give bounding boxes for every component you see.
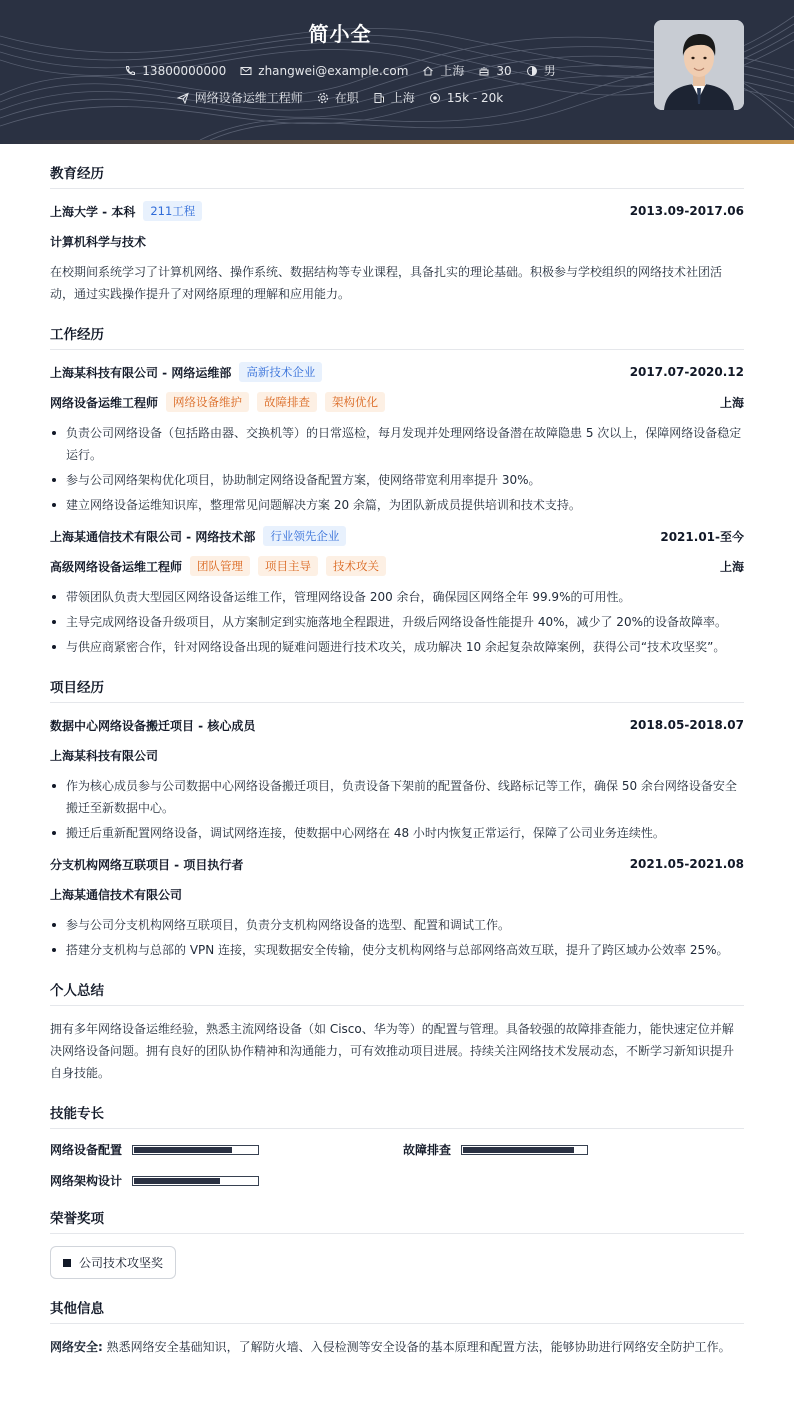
send-icon — [177, 92, 189, 104]
summary-section — [50, 979, 744, 1084]
project-name: 分支机构网络互联项目 - 项目执行者 — [50, 857, 244, 872]
summary-text: 拥有多年网络设备运维经验，熟悉主流网络设备（如 Cisco、华为等）的配置与管理。具备较强的故障排查能力，能快速定位并解决网络设备问题。拥有良好的团队协作精神和沟通能力，可有效推动项目进展。持续关注网络技术发展动态，不断学习新知识提升自身技能。 — [50, 1022, 735, 1080]
project-header-row — [50, 715, 744, 735]
education-period: 2013.09-2017.06 — [629, 204, 744, 218]
mail-icon — [240, 65, 252, 77]
role-tag: 技术攻关 — [326, 556, 386, 576]
building-icon — [373, 92, 385, 104]
header-accent-bar — [0, 140, 794, 144]
section-title: 工作经历 — [50, 323, 744, 350]
school-name: 上海大学 - 本科 — [50, 204, 136, 219]
salary-item — [429, 91, 503, 105]
project-company-row — [50, 884, 744, 904]
work-bullets — [50, 422, 744, 516]
work-item — [50, 526, 744, 658]
work-item — [50, 362, 744, 516]
list-item: 搭建分支机构与总部的 VPN 连接，实现数据安全传输，使分支机构网络与总部网络高效互联，提升了跨区域办公效率 25%。 — [50, 939, 744, 961]
other-info — [50, 1336, 744, 1358]
education-header-row — [50, 201, 744, 221]
phone-icon — [124, 65, 136, 77]
role-tag: 故障排查 — [257, 392, 317, 412]
salary-icon — [429, 92, 441, 104]
resume-header — [0, 0, 794, 140]
list-item: 参与公司分支机构网络互联项目，负责分支机构网络设备的选型、配置和调试工作。 — [50, 914, 744, 936]
candidate-name: 简小全 — [308, 22, 372, 46]
gender-icon — [526, 65, 538, 77]
phone-item[interactable] — [124, 64, 226, 78]
skills-grid — [50, 1141, 744, 1189]
skill-item — [403, 1141, 744, 1158]
work-city: 上海 — [719, 559, 744, 574]
project-bullets — [50, 775, 744, 844]
email-item[interactable] — [240, 64, 408, 78]
school-tag: 211工程 — [143, 201, 202, 221]
target-job-item — [177, 89, 303, 106]
resume-body — [0, 162, 794, 1358]
status-text: 在职 — [334, 91, 359, 105]
section-title: 其他信息 — [50, 1297, 744, 1324]
education-section — [50, 162, 744, 305]
section-title: 项目经历 — [50, 676, 744, 703]
skill-bar-fill — [463, 1147, 574, 1153]
skill-bar-fill — [134, 1147, 232, 1153]
status-item — [317, 89, 359, 106]
status-icon — [317, 92, 329, 104]
role-tag: 团队管理 — [190, 556, 250, 576]
location-text: 上海 — [440, 64, 465, 78]
work-period: 2017.07-2020.12 — [629, 365, 744, 379]
role-name: 高级网络设备运维工程师 — [50, 559, 183, 574]
list-item: 参与公司网络架构优化项目，协助制定网络设备配置方案，使网络带宽利用率提升 30%。 — [50, 469, 744, 491]
skill-item — [50, 1141, 403, 1158]
home-icon — [422, 65, 434, 77]
list-item: 搬迁后重新配置网络设备，调试网络连接，使数据中心网络在 48 小时内恢复正常运行，保障了公司业务连续性。 — [50, 822, 744, 844]
work-role-row — [50, 392, 744, 412]
role-tag: 网络设备维护 — [166, 392, 249, 412]
other-text: 熟悉网络安全基础知识，了解防火墙、入侵检测等安全设备的基本原理和配置方法，能够协助进行网络安全防护工作。 — [106, 1340, 731, 1354]
avatar-portrait — [654, 20, 744, 110]
role-tag: 项目主导 — [258, 556, 318, 576]
project-company-row — [50, 745, 744, 765]
work-role-row — [50, 556, 744, 576]
phone-text: 13800000000 — [142, 63, 227, 78]
award-badge — [50, 1246, 176, 1279]
work-section — [50, 323, 744, 658]
skill-bar-fill — [134, 1178, 220, 1184]
section-title: 荣誉奖项 — [50, 1207, 744, 1234]
job-intent-row — [0, 89, 680, 106]
contact-info-row — [0, 62, 680, 79]
skill-name: 故障排查 — [403, 1143, 452, 1157]
target-job-text: 网络设备运维工程师 — [194, 91, 303, 105]
gender-text: 男 — [543, 64, 556, 78]
projects-section — [50, 676, 744, 961]
project-period: 2018.05-2018.07 — [629, 718, 744, 732]
email-text: zhangwei@example.com — [258, 63, 409, 78]
skill-bar — [132, 1145, 259, 1155]
role-name: 网络设备运维工程师 — [50, 395, 159, 410]
skill-name: 网络设备配置 — [50, 1143, 123, 1157]
honors-section — [50, 1207, 744, 1279]
skill-name: 网络架构设计 — [50, 1174, 123, 1188]
project-item — [50, 854, 744, 961]
target-city-text: 上海 — [390, 91, 415, 105]
education-description: 在校期间系统学习了计算机网络、操作系统、数据结构等专业课程，具备扎实的理论基础。积极参与学校组织的网络技术社团活动，通过实践操作提升了对网络原理的理解和应用能力。 — [50, 265, 723, 301]
work-bullets — [50, 586, 744, 658]
skill-bar — [461, 1145, 588, 1155]
list-item: 主导完成网络设备升级项目，从方案制定到实施落地全程跟进，升级后网络设备性能提升 40%，减少了 20%的设备故障率。 — [50, 611, 744, 633]
project-company: 上海某科技有限公司 — [50, 748, 159, 763]
list-item: 与供应商紧密合作，针对网络设备出现的疑难问题进行技术攻关，成功解决 10 余起复杂故障案例，获得公司“技术攻坚奖”。 — [50, 636, 744, 658]
award-name: 公司技术攻坚奖 — [79, 1256, 164, 1270]
role-tag: 架构优化 — [325, 392, 385, 412]
location-item — [422, 62, 464, 79]
target-city-item — [373, 89, 415, 106]
project-company: 上海某通信技术有限公司 — [50, 887, 183, 902]
work-period: 2021.01-至今 — [660, 529, 744, 544]
project-bullets — [50, 914, 744, 961]
list-item: 带领团队负责大型园区网络设备运维工作，管理网络设备 200 余台，确保园区网络全年 99.9%的可用性。 — [50, 586, 744, 608]
avatar — [654, 20, 744, 110]
work-company-row — [50, 526, 744, 546]
other-section — [50, 1297, 744, 1358]
skill-item — [50, 1172, 403, 1189]
list-item: 建立网络设备运维知识库，整理常见问题解决方案 20 余篇，为团队新成员提供培训和技术支持。 — [50, 494, 744, 516]
other-label: 网络安全: — [50, 1340, 103, 1354]
list-item: 作为核心成员参与公司数据中心网络设备搬迁项目，负责设备下架前的配置备份、线路标记等工作，确保 50 余台网络设备安全搬迁至新数据中心。 — [50, 775, 744, 819]
company-tag: 高新技术企业 — [239, 362, 322, 382]
section-title: 个人总结 — [50, 979, 744, 1006]
company-name: 上海某科技有限公司 - 网络运维部 — [50, 365, 232, 380]
major-name: 计算机科学与技术 — [50, 234, 147, 249]
company-tag: 行业领先企业 — [263, 526, 346, 546]
project-period: 2021.05-2021.08 — [629, 857, 744, 871]
section-title: 教育经历 — [50, 162, 744, 189]
skill-bar — [132, 1176, 259, 1186]
project-name: 数据中心网络设备搬迁项目 - 核心成员 — [50, 718, 256, 733]
company-name: 上海某通信技术有限公司 - 网络技术部 — [50, 529, 256, 544]
section-title: 技能专长 — [50, 1102, 744, 1129]
major-row — [50, 231, 744, 251]
age-item — [478, 64, 511, 78]
project-header-row — [50, 854, 744, 874]
skills-section — [50, 1102, 744, 1189]
age-text: 30 — [496, 63, 512, 78]
project-item — [50, 715, 744, 844]
work-company-row — [50, 362, 744, 382]
salary-text: 15k - 20k — [446, 90, 504, 105]
gender-item — [526, 62, 556, 79]
work-city: 上海 — [719, 395, 744, 410]
age-icon — [478, 65, 490, 77]
square-bullet-icon — [63, 1259, 71, 1267]
list-item: 负责公司网络设备（包括路由器、交换机等）的日常巡检，每月发现并处理网络设备潜在故障隐患 5 次以上，保障网络设备稳定运行。 — [50, 422, 744, 466]
